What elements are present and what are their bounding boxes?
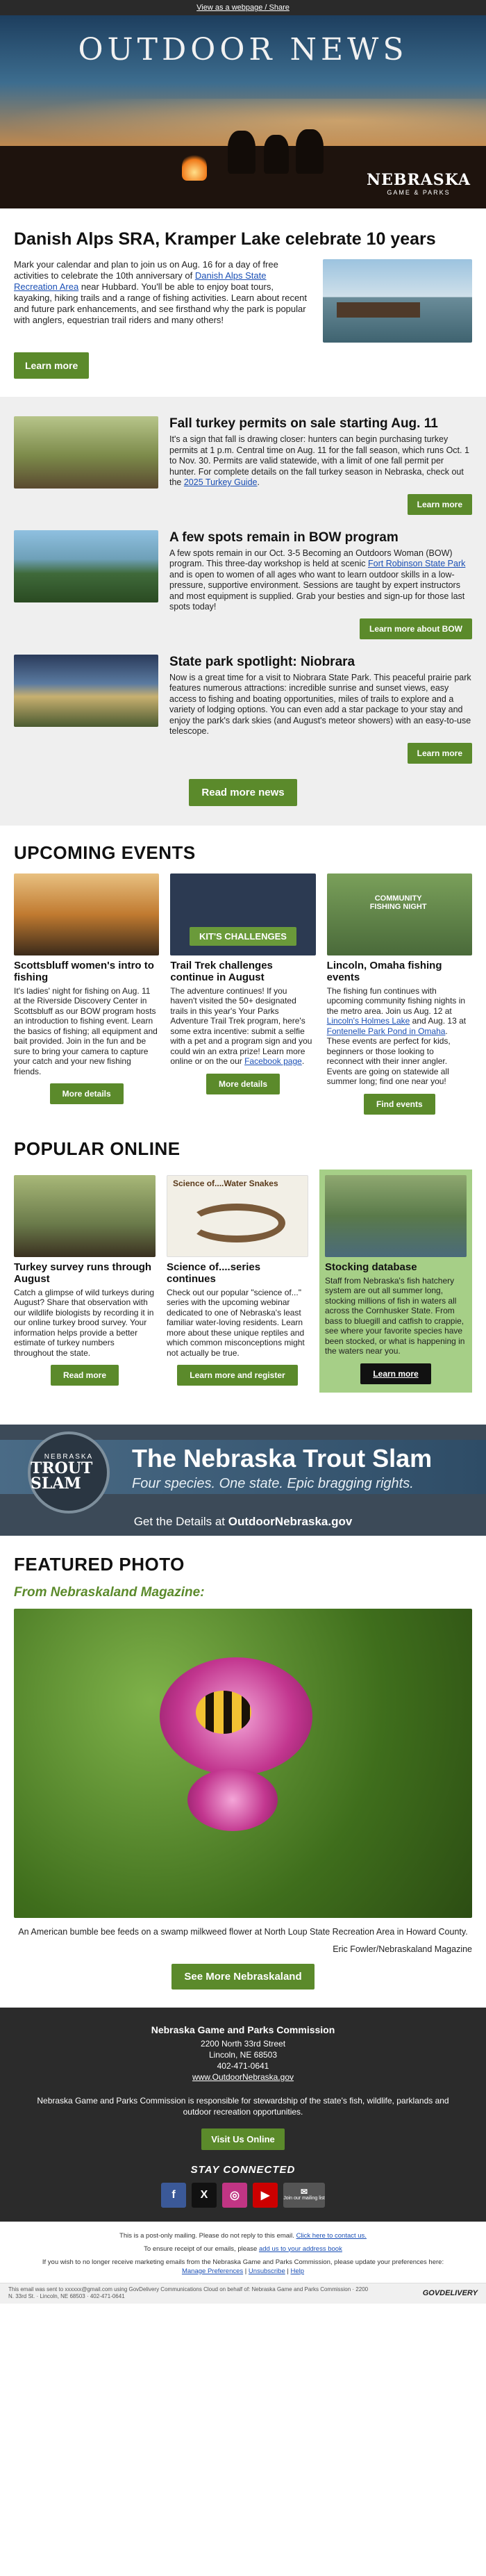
event-card (327, 873, 472, 1115)
social-links (28, 2183, 458, 2208)
news-text-part: A few spots remain in our Oct. 3-5 Becoming an Outdoors Woman (BOW) program. This three-day workshop is held at scenic (169, 548, 453, 568)
footer-mission: Nebraska Game and Parks Commission is responsible for stewardship of the state's fish, wildlife, parklands and outdoor recreation opportunities. (37, 2095, 449, 2117)
event-text (170, 986, 315, 1067)
newsletter-title: OUTDOOR NEWS (78, 32, 408, 67)
trout-slam-tagline: Four species. One state. Epic bragging rights. (132, 1475, 414, 1491)
intro-headline: Danish Alps SRA, Kramper Lake celebrate 10 years (14, 229, 436, 249)
news-section (0, 397, 486, 826)
fontenelle-park-link[interactable]: Fontenelle Park Pond in Omaha (326, 1026, 446, 1036)
hero-person (264, 135, 289, 174)
legal-separator: | (285, 2267, 291, 2275)
legal-text: If you wish to no longer receive marketing emails from the Nebraska Game and Parks Commission, please update your preferences here: (42, 2258, 444, 2266)
news-text-part: It's a sign that fall is drawing closer: hunters can begin purchasing turkey permits at 1 p.m. Central time on Aug. 11 for the fall season, which runs Oct. 1 to Nov. 30. Permits are valid statewide, with a limit of one fall permit per hunter. For complete details on the fall turkey season in Nebraska, check out the (169, 434, 469, 487)
event-title: Scottsbluff women's intro to fishing (14, 959, 154, 983)
event-text-part: and Aug. 13 at (410, 1016, 467, 1026)
hero-person (228, 131, 255, 174)
trail-trek-details-button[interactable]: More details (206, 1074, 280, 1094)
bottom-bar (0, 2283, 486, 2304)
news-text-part: . (257, 477, 260, 487)
facebook-icon[interactable]: f (161, 2183, 186, 2208)
news-text-part: and is open to women of all ages who want to learn outdoor skills in a low-pressure, supportive environment. Sessions are taught by expert instructors and most equipment is supplied. Grab your besties and sign-up for those last spots today! (169, 569, 465, 612)
danish-alps-link[interactable]: Danish Alps State Recreation Area (14, 270, 267, 292)
event-text-part: The fishing fun continues with upcoming community fishing nights in the metro area. Join us Aug. 12 at (326, 985, 466, 1016)
popular-section (0, 1133, 486, 1411)
event-text-part: . (301, 1056, 305, 1066)
news-text: Now is a great time for a visit to Niobrara State Park. This peaceful prairie park features numerous attractions: incredible sunrise and sunset views, easy access to fishing and boating opportunities, miles of trails to explore and a variety of lodging options. You can even add a star package to your stay and enjoy the park's dark skies (and August's meteor showers) with an easy-to-use telescope. (169, 672, 471, 736)
scottsbluff-details-button[interactable]: More details (50, 1083, 124, 1104)
mailing-list-label: Join our mailing list (283, 2195, 325, 2201)
stay-connected-title: STAY CONNECTED (190, 2163, 296, 2176)
photo-credit: Eric Fowler/Nebraskaland Magazine (333, 1944, 472, 1954)
sent-to-text: This email was sent to xxxxxx@gmail.com using GovDelivery Communications Cloud on behalf of: Nebraska Game and Parks Commission · 2200 N. 33rd St. · Lincoln, NE 68503 · 402-471-0641 (8, 2286, 369, 2299)
photo-caption: An American bumble bee feeds on a swamp milkweed flower at North Loup State Recreation Area in Howard County. (18, 1926, 468, 1937)
science-of-register-button[interactable]: Learn more and register (177, 1365, 297, 1386)
event-text (327, 986, 472, 1087)
featured-title: FEATURED PHOTO (14, 1553, 185, 1575)
turkey-survey-read-more-button[interactable]: Read more (51, 1365, 119, 1386)
niobrara-learn-more-button[interactable]: Learn more (408, 743, 472, 764)
visit-us-online-button[interactable]: Visit Us Online (201, 2128, 285, 2150)
news-item (14, 416, 472, 515)
event-card (170, 873, 315, 1115)
intro-section (0, 208, 486, 397)
intro-text-part: Mark your calendar and plan to join us on Aug. 16 for a day of free activities to celebrate the 10th anniversary of (14, 259, 278, 281)
holmes-lake-link[interactable]: Lincoln's Holmes Lake (326, 1016, 410, 1026)
campfire-icon (182, 153, 207, 181)
community-fishing-photo (327, 873, 472, 955)
stocking-learn-more-button[interactable]: Learn more (360, 1363, 430, 1384)
news-title: A few spots remain in BOW program (169, 530, 399, 545)
news-title: State park spotlight: Niobrara (169, 654, 355, 669)
featured-subtitle: From Nebraskaland Magazine: (14, 1584, 205, 1600)
facebook-page-link[interactable]: Facebook page (244, 1056, 302, 1066)
top-bar (0, 0, 486, 15)
kits-challenges-label: KIT'S CHALLENGES (190, 927, 296, 946)
manage-preferences-link[interactable]: Manage Preferences (181, 2267, 244, 2275)
footer-website-link[interactable]: www.OutdoorNebraska.gov (192, 2072, 294, 2082)
bow-learn-more-button[interactable]: Learn more about BOW (360, 618, 472, 639)
instagram-icon[interactable]: ◎ (222, 2183, 247, 2208)
water-snakes-graphic (167, 1175, 308, 1257)
popular-card (319, 1170, 472, 1393)
youtube-icon[interactable]: ▶ (253, 2183, 278, 2208)
turkey-learn-more-button[interactable]: Learn more (408, 494, 472, 515)
footer-address-2: Lincoln, NE 68503 (208, 2049, 278, 2060)
news-text (169, 548, 472, 613)
bumble-bee (196, 1691, 251, 1734)
event-text-part: . These events are perfect for kids, beginners or those looking to reconnect with their inner angler. Events are going on statewide all summer long; find one near you! (326, 1026, 451, 1086)
footer (0, 2008, 486, 2222)
news-text (169, 434, 472, 489)
events-title: UPCOMING EVENTS (14, 842, 196, 863)
popular-item-title: Stocking database (325, 1261, 417, 1273)
water-snakes-label: Science of....Water Snakes (173, 1178, 278, 1188)
intro-text-part: near Hubbard. You'll be able to enjoy boat tours, kayaking, hiking trails and a range of fishing activities. Learn about recent and future park enhancements, and see firsthand why the park is popular with anglers, equestrian trail riders and many others! (14, 281, 308, 325)
bow-photo (14, 530, 158, 602)
popular-title: POPULAR ONLINE (14, 1138, 181, 1159)
news-item (14, 530, 472, 639)
popular-item-title: Science of....series continues (167, 1261, 261, 1285)
popular-item-title: Turkey survey runs through August (14, 1261, 152, 1285)
events-section (0, 826, 486, 1133)
niobrara-photo (14, 655, 158, 727)
event-card (14, 873, 159, 1115)
popular-card (14, 1170, 156, 1393)
hero-person (296, 129, 324, 174)
fort-robinson-link[interactable]: Fort Robinson State Park (368, 559, 466, 568)
details-url: OutdoorNebraska.gov (228, 1514, 353, 1528)
legal-text: This is a post-only mailing. Please do not reply to this email. (119, 2231, 296, 2240)
community-fishing-label: COMMUNITY FISHING NIGHT (369, 894, 427, 911)
popular-item-text: Staff from Nebraska's fish hatchery system are out all summer long, stocking millions of fish in waters all across the Cornhusker State. From bass to bluegill and catfish to crappie, see where your favorite species have been stocked, or what is happening in the waters near you. (325, 1275, 465, 1356)
badge-top-text: NEBRASKA (44, 1453, 94, 1461)
legal-separator: | (243, 2267, 249, 2275)
featured-section (0, 1536, 486, 2008)
logo-main: NEBRASKA (366, 171, 471, 189)
news-title: Fall turkey permits on sale starting Aug. 11 (169, 416, 438, 431)
intro-text (14, 259, 310, 343)
news-item (14, 655, 472, 764)
trout-slam-banner[interactable] (0, 1425, 486, 1536)
x-icon[interactable]: X (192, 2183, 217, 2208)
trout-slam-badge (28, 1431, 110, 1513)
event-text-part: The adventure continues! If you haven't visited the 50+ designated trails in this year's Your Parks Adventure Trail Trek program, here's some extra incentive: submit a selfie with a pet and a program sign and you could win an extra prize! Learn more online or on the our (170, 985, 312, 1066)
kits-challenges-graphic (170, 873, 315, 955)
intro-learn-more-button[interactable]: Learn more (14, 352, 89, 379)
popular-card (167, 1170, 308, 1393)
event-title: Lincoln, Omaha fishing events (326, 959, 442, 983)
logo-sub: GAME & PARKS (387, 189, 451, 196)
footer-phone: 402-471-0641 (217, 2060, 269, 2071)
nebraska-logo (367, 171, 471, 196)
stocking-photo (325, 1175, 467, 1257)
event-text: It's ladies' night for fishing on Aug. 11 at the Riverside Discovery Center in Scottsbluff as our BOW program hosts an introduction to fishing event. Learn the basics of fishing; all equipment and bait provided. Join in the fun and be sure to bring your camera to capture your catch and your new fishing friends. (14, 985, 158, 1076)
snake-icon (188, 1204, 285, 1242)
event-title: Trail Trek challenges continue in August (170, 959, 273, 983)
find-events-button[interactable]: Find events (364, 1094, 435, 1115)
read-more-news-button[interactable]: Read more news (189, 779, 296, 806)
trout-slam-details (0, 1515, 486, 1529)
turkey-survey-photo (14, 1175, 156, 1257)
danish-alps-photo (323, 259, 472, 343)
legal-text: To ensure receipt of our emails, please (144, 2245, 259, 2253)
hero-banner (0, 15, 486, 208)
view-as-webpage-link[interactable]: View as a webpage / Share (196, 3, 290, 12)
badge-main-text: TROUT SLAM (31, 1459, 93, 1493)
scottsbluff-photo (14, 873, 159, 955)
turkey-photo (14, 416, 158, 489)
envelope-icon: ✉ (300, 2186, 308, 2197)
popular-item-text: Catch a glimpse of wild turkeys during August? Share that observation with our wildlife biologists by recording it in our online turkey brood survey. Your information helps provide a better estimate of turkey numbers throughout the state. (14, 1287, 155, 1358)
mailing-list-icon[interactable] (283, 2183, 325, 2208)
footer-org: Nebraska Game and Parks Commission (151, 2024, 335, 2035)
footer-address-1: 2200 North 33rd Street (200, 2038, 286, 2049)
help-link[interactable]: Help (290, 2267, 305, 2275)
unsubscribe-link[interactable]: Unsubscribe (248, 2267, 285, 2275)
contact-us-link[interactable]: Click here to contact us. (296, 2231, 367, 2240)
featured-photo (14, 1609, 472, 1918)
address-book-link[interactable]: add us to your address book (258, 2245, 342, 2253)
govdelivery-logo[interactable]: GOVDELIVERY (422, 2289, 478, 2297)
popular-item-text: Check out our popular "science of..." series with the upcoming webinar dedicated to one of Nebraska's least familiar water-loving residents. Learn more about these unique reptiles and which common misconceptions might not actually be true. (167, 1287, 305, 1358)
legal-notice (0, 2222, 486, 2283)
trout-slam-title: The Nebraska Trout Slam (132, 1443, 433, 1472)
turkey-guide-link[interactable]: 2025 Turkey Guide (183, 477, 258, 487)
see-more-nebraskaland-button[interactable]: See More Nebraskaland (171, 1964, 314, 1990)
details-prefix: Get the Details at (133, 1514, 228, 1528)
milkweed-flower (187, 1769, 278, 1831)
